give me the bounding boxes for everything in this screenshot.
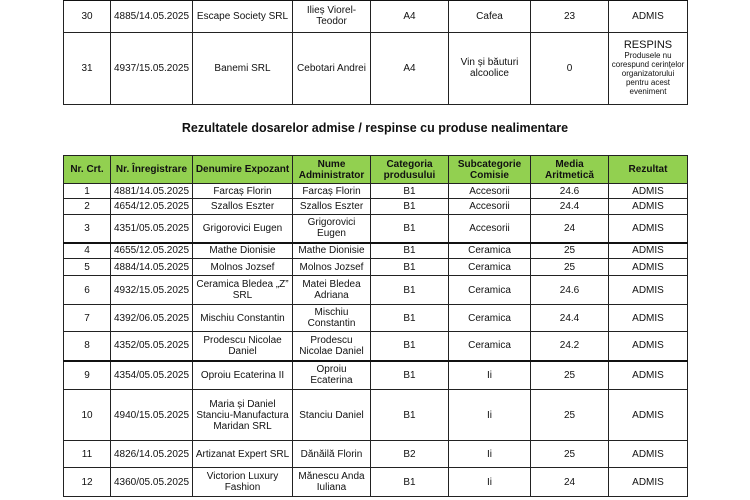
- cell-categoria-produsului: B1: [371, 243, 449, 259]
- cell-nr-inregistrare: 4826/14.05.2025: [111, 441, 193, 468]
- header-nume-administrator: Nume Administrator: [293, 156, 371, 184]
- cell-subcategorie-comisie: Ceramica: [449, 332, 531, 361]
- cell-nr-inregistrare: 4937/15.05.2025: [111, 32, 193, 104]
- cell-denumire-expozant: Maria și Daniel Stanciu-Manufactura Maridan SRL: [193, 390, 293, 441]
- cell-categoria-produsului: A4: [371, 32, 449, 104]
- section-title: Rezultatele dosarelor admise / respinse cu produse nealimentare: [181, 121, 569, 135]
- cell-subcategorie-comisie: Ceramica: [449, 243, 531, 259]
- cell-nume-administrator: Stanciu Daniel: [293, 390, 371, 441]
- cell-categoria-produsului: B1: [371, 259, 449, 276]
- cell-nr-inregistrare: 4351/05.05.2025: [111, 215, 193, 243]
- cell-categoria-produsului: B1: [371, 276, 449, 305]
- cell-media-aritmetica: 24.6: [531, 184, 609, 199]
- cell-rezultat: ADMIS: [609, 199, 688, 215]
- cell-media-aritmetica: 25: [531, 361, 609, 390]
- cell-subcategorie-comisie: Ii: [449, 390, 531, 441]
- cell-nr-crt: 8: [64, 332, 111, 361]
- cell-nume-administrator: Grigorovici Eugen: [293, 215, 371, 243]
- result-status: RESPINS: [623, 39, 673, 51]
- cell-media-aritmetica: 23: [531, 0, 609, 32]
- cell-nr-crt: 6: [64, 276, 111, 305]
- header-subcategorie-comisie: Subcategorie Comisie: [449, 156, 531, 184]
- cell-rezultat: ADMIS: [609, 0, 688, 32]
- header-categoria-produsului: Categoria produsului: [371, 156, 449, 184]
- cell-categoria-produsului: B1: [371, 390, 449, 441]
- cell-subcategorie-comisie: Ii: [449, 441, 531, 468]
- cell-denumire-expozant: Prodescu Nicolae Daniel: [193, 332, 293, 361]
- cell-media-aritmetica: 24.6: [531, 276, 609, 305]
- cell-subcategorie-comisie: Ii: [449, 468, 531, 497]
- cell-denumire-expozant: Artizanat Expert SRL: [193, 441, 293, 468]
- cell-nume-administrator: Mischiu Constantin: [293, 305, 371, 332]
- cell-nume-administrator: Mathe Dionisie: [293, 243, 371, 259]
- cell-rezultat: ADMIS: [609, 332, 688, 361]
- cell-media-aritmetica: 24.4: [531, 305, 609, 332]
- table-row: [64, 184, 688, 199]
- cell-nr-inregistrare: 4654/12.05.2025: [111, 199, 193, 215]
- result-note: Produsele nu corespund cerințelor organizatorului pentru acest eveniment: [611, 51, 685, 96]
- cell-subcategorie-comisie: Accesorii: [449, 215, 531, 243]
- cell-subcategorie-comisie: Cafea: [449, 0, 531, 32]
- cell-nume-administrator: Farcaș Florin: [293, 184, 371, 199]
- cell-media-aritmetica: 24.2: [531, 332, 609, 361]
- cell-categoria-produsului: B1: [371, 184, 449, 199]
- cell-denumire-expozant: Banemi SRL: [193, 32, 293, 104]
- cell-rezultat: ADMIS: [609, 305, 688, 332]
- cell-media-aritmetica: 25: [531, 441, 609, 468]
- cell-nr-inregistrare: 4360/05.05.2025: [111, 468, 193, 497]
- cell-denumire-expozant: Grigorovici Eugen: [193, 215, 293, 243]
- cell-nr-crt: 5: [64, 259, 111, 276]
- cell-nr-inregistrare: 4352/05.05.2025: [111, 332, 193, 361]
- cell-denumire-expozant: Oproiu Ecaterina II: [193, 361, 293, 390]
- table-row: [64, 390, 688, 441]
- cell-nume-administrator: Szallos Eszter: [293, 199, 371, 215]
- cell-denumire-expozant: Escape Society SRL: [193, 0, 293, 32]
- cell-subcategorie-comisie: Ceramica: [449, 259, 531, 276]
- cell-categoria-produsului: A4: [371, 0, 449, 32]
- table-row: [64, 199, 688, 215]
- cell-subcategorie-comisie: Ceramica: [449, 305, 531, 332]
- cell-media-aritmetica: 24: [531, 215, 609, 243]
- cell-nume-administrator: Matei Bledea Adriana: [293, 276, 371, 305]
- header-rezultat: Rezultat: [609, 156, 688, 184]
- table-row: [64, 361, 688, 390]
- cell-nume-administrator: Oproiu Ecaterina: [293, 361, 371, 390]
- cell-nume-administrator: Molnos Jozsef: [293, 259, 371, 276]
- cell-subcategorie-comisie: Accesorii: [449, 199, 531, 215]
- cell-denumire-expozant: Mischiu Constantin: [193, 305, 293, 332]
- cell-nr-crt: 12: [64, 468, 111, 497]
- table-row: [64, 468, 688, 497]
- table-row: [64, 215, 688, 243]
- table-row: [64, 0, 688, 32]
- table-row: [64, 259, 688, 276]
- cell-denumire-expozant: Ceramica Bledea „Z” SRL: [193, 276, 293, 305]
- cell-categoria-produsului: B1: [371, 332, 449, 361]
- cell-categoria-produsului: B2: [371, 441, 449, 468]
- cell-denumire-expozant: Victorion Luxury Fashion: [193, 468, 293, 497]
- cell-subcategorie-comisie: Accesorii: [449, 184, 531, 199]
- table-row: [64, 441, 688, 468]
- header-nr-inregistrare: Nr. Înregistrare: [111, 156, 193, 184]
- cell-nr-inregistrare: 4881/14.05.2025: [111, 184, 193, 199]
- cell-nr-crt: 4: [64, 243, 111, 259]
- cell-categoria-produsului: B1: [371, 199, 449, 215]
- cell-rezultat: ADMIS: [609, 441, 688, 468]
- header-media-aritmetica: Media Aritmetică: [531, 156, 609, 184]
- cell-rezultat: ADMIS: [609, 243, 688, 259]
- cell-media-aritmetica: 25: [531, 243, 609, 259]
- cell-nr-inregistrare: 4885/14.05.2025: [111, 0, 193, 32]
- cell-media-aritmetica: 25: [531, 390, 609, 441]
- cell-subcategorie-comisie: Ceramica: [449, 276, 531, 305]
- cell-rezultat: ADMIS: [609, 276, 688, 305]
- cell-nr-inregistrare: 4884/14.05.2025: [111, 259, 193, 276]
- table-row: [64, 243, 688, 259]
- cell-rezultat: ADMIS: [609, 390, 688, 441]
- cell-media-aritmetica: 24.4: [531, 199, 609, 215]
- cell-denumire-expozant: Mathe Dionisie: [193, 243, 293, 259]
- cell-nr-crt: 9: [64, 361, 111, 390]
- table-row: [64, 332, 688, 361]
- table-row: [64, 305, 688, 332]
- cell-nr-inregistrare: 4932/15.05.2025: [111, 276, 193, 305]
- cell-categoria-produsului: B1: [371, 361, 449, 390]
- header-denumire-expozant: Denumire Expozant: [193, 156, 293, 184]
- cell-denumire-expozant: Molnos Jozsef: [193, 259, 293, 276]
- cell-categoria-produsului: B1: [371, 215, 449, 243]
- cell-rezultat: ADMIS: [609, 259, 688, 276]
- cell-categoria-produsului: B1: [371, 468, 449, 497]
- cell-subcategorie-comisie: Vin și băuturi alcoolice: [449, 32, 531, 104]
- cell-nr-crt: 7: [64, 305, 111, 332]
- header-nr-crt: Nr. Crt.: [64, 156, 111, 184]
- cell-nr-crt: 1: [64, 184, 111, 199]
- cell-media-aritmetica: 24: [531, 468, 609, 497]
- cell-rezultat: ADMIS: [609, 215, 688, 243]
- cell-rezultat: ADMIS: [609, 184, 688, 199]
- cell-nr-crt: 30: [64, 0, 111, 32]
- cell-nr-inregistrare: 4392/06.05.2025: [111, 305, 193, 332]
- table-header-row: [64, 156, 688, 184]
- cell-nume-administrator: Prodescu Nicolae Daniel: [293, 332, 371, 361]
- results-table: [63, 155, 688, 497]
- cell-nr-inregistrare: 4655/12.05.2025: [111, 243, 193, 259]
- cell-nr-inregistrare: 4940/15.05.2025: [111, 390, 193, 441]
- cell-categoria-produsului: B1: [371, 305, 449, 332]
- cell-nr-crt: 3: [64, 215, 111, 243]
- cell-media-aritmetica: 0: [531, 32, 609, 104]
- cell-nume-administrator: Mănescu Anda Iuliana: [293, 468, 371, 497]
- cell-rezultat: [609, 32, 688, 104]
- cell-nume-administrator: Cebotari Andrei: [293, 32, 371, 104]
- cell-nr-crt: 11: [64, 441, 111, 468]
- cell-rezultat: ADMIS: [609, 361, 688, 390]
- cell-nume-administrator: Ilieș Viorel-Teodor: [293, 0, 371, 32]
- cell-nr-crt: 10: [64, 390, 111, 441]
- cell-nr-crt: 2: [64, 199, 111, 215]
- cell-denumire-expozant: Farcaș Florin: [193, 184, 293, 199]
- cell-rezultat: ADMIS: [609, 468, 688, 497]
- cell-nume-administrator: Dănăilă Florin: [293, 441, 371, 468]
- cell-denumire-expozant: Szallos Eszter: [193, 199, 293, 215]
- cell-nr-crt: 31: [64, 32, 111, 104]
- table-row: [64, 32, 688, 104]
- cell-media-aritmetica: 25: [531, 259, 609, 276]
- table-row: [64, 276, 688, 305]
- previous-results-table: [63, 0, 688, 105]
- cell-nr-inregistrare: 4354/05.05.2025: [111, 361, 193, 390]
- cell-subcategorie-comisie: Ii: [449, 361, 531, 390]
